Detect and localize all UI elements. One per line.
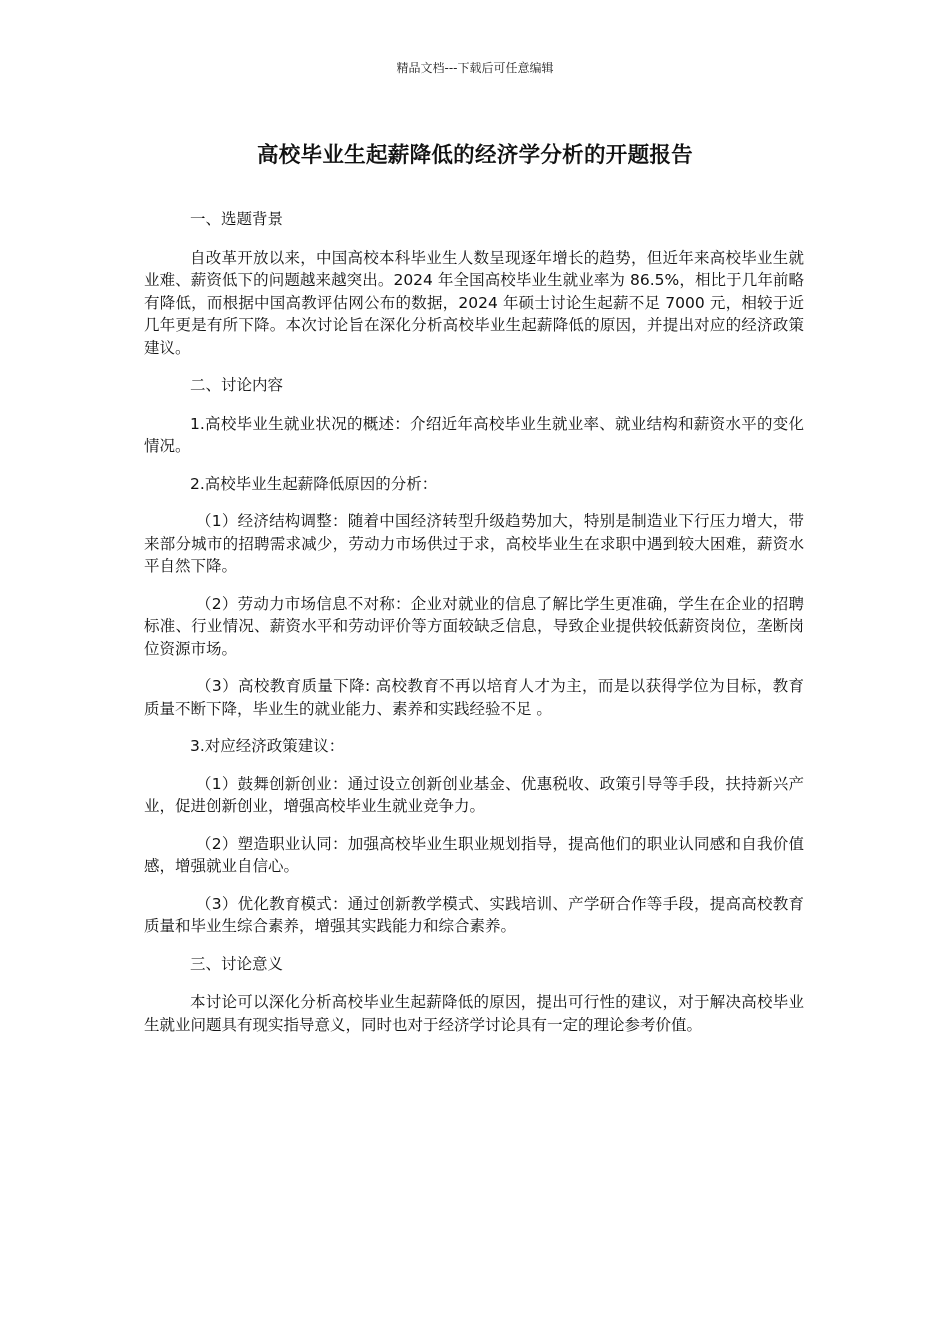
section-heading-significance: 三、讨论意义 xyxy=(190,954,284,973)
document-title: 高校毕业生起薪降低的经济学分析的开题报告 xyxy=(256,143,693,168)
sub-item-innovation: （1）鼓舞创新创业：通过设立创新创业基金、优惠税收、政策引导等手段，扶持新兴产业，促进创新创业，增强高校毕业生就业竞争力。 xyxy=(144,774,804,815)
sub-item-education-quality: （3）高校教育质量下降: 高校教育不再以培育人才为主，而是以获得学位为目标，教育质量不断下降，毕业生的就业能力、素养和实践经验不足 。 xyxy=(144,677,804,718)
list-item-cause-analysis: 2.高校毕业生起薪降低原因的分析： xyxy=(190,474,438,493)
sub-item-education-model: （3）优化教育模式：通过创新教学模式、实践培训、产学研合作等手段，提高高校教育质量和毕业生综合素养，增强其实践能力和综合素养。 xyxy=(144,894,804,935)
paragraph-background: 自改革开放以来，中国高校本科毕业生人数呈现逐年增长的趋势，但近年来高校毕业生就业难、薪资低下的问题越来越突出。2024 年全国高校毕业生就业率为 86.5%，相比于几年前略有降低，而根据中国高教评估网公布的数据，2024 年硕士讨论生起薪不足 7000 元，相较于近几年更是有所下降。本次讨论旨在深化分析高校毕业生起薪降低的原因，并提出对应的经济政策建议。 xyxy=(144,248,804,357)
paragraph-significance: 本讨论可以深化分析高校毕业生起薪降低的原因，提出可行性的建议，对于解决高校毕业生就业问题具有现实指导意义，同时也对于经济学讨论具有一定的理论参考价值。 xyxy=(144,993,804,1034)
sub-item-economic-structure: （1）经济结构调整：随着中国经济转型升级趋势加大，特别是制造业下行压力增大，带来部分城市的招聘需求减少，劳动力市场供过于求，高校毕业生在求职中遇到较大困难，薪资水平自然下降。 xyxy=(144,512,804,575)
section-heading-background: 一、选题背景 xyxy=(190,210,284,228)
section-heading-content: 二、讨论内容 xyxy=(190,376,284,394)
document-body xyxy=(144,208,804,1051)
sub-item-information-asymmetry: （2）劳动力市场信息不对称：企业对就业的信息了解比学生更准确，学生在企业的招聘标准、行业情况、薪资水平和劳动评价等方面较缺乏信息，导致企业提供较低薪资岗位，垄断岗位资源市场。 xyxy=(144,594,804,658)
header-note: 精品文档---下载后可任意编辑 xyxy=(396,61,554,75)
list-item-employment-overview: 1.高校毕业生就业状况的概述：介绍近年高校毕业生就业率、就业结构和薪资水平的变化情况。 xyxy=(144,414,804,455)
list-item-policy-suggestions: 3.对应经济政策建议： xyxy=(190,737,345,755)
sub-item-career-identity: （2）塑造职业认同：加强高校毕业生职业规划指导，提高他们的职业认同感和自我价值感，增强就业自信心。 xyxy=(144,834,804,875)
